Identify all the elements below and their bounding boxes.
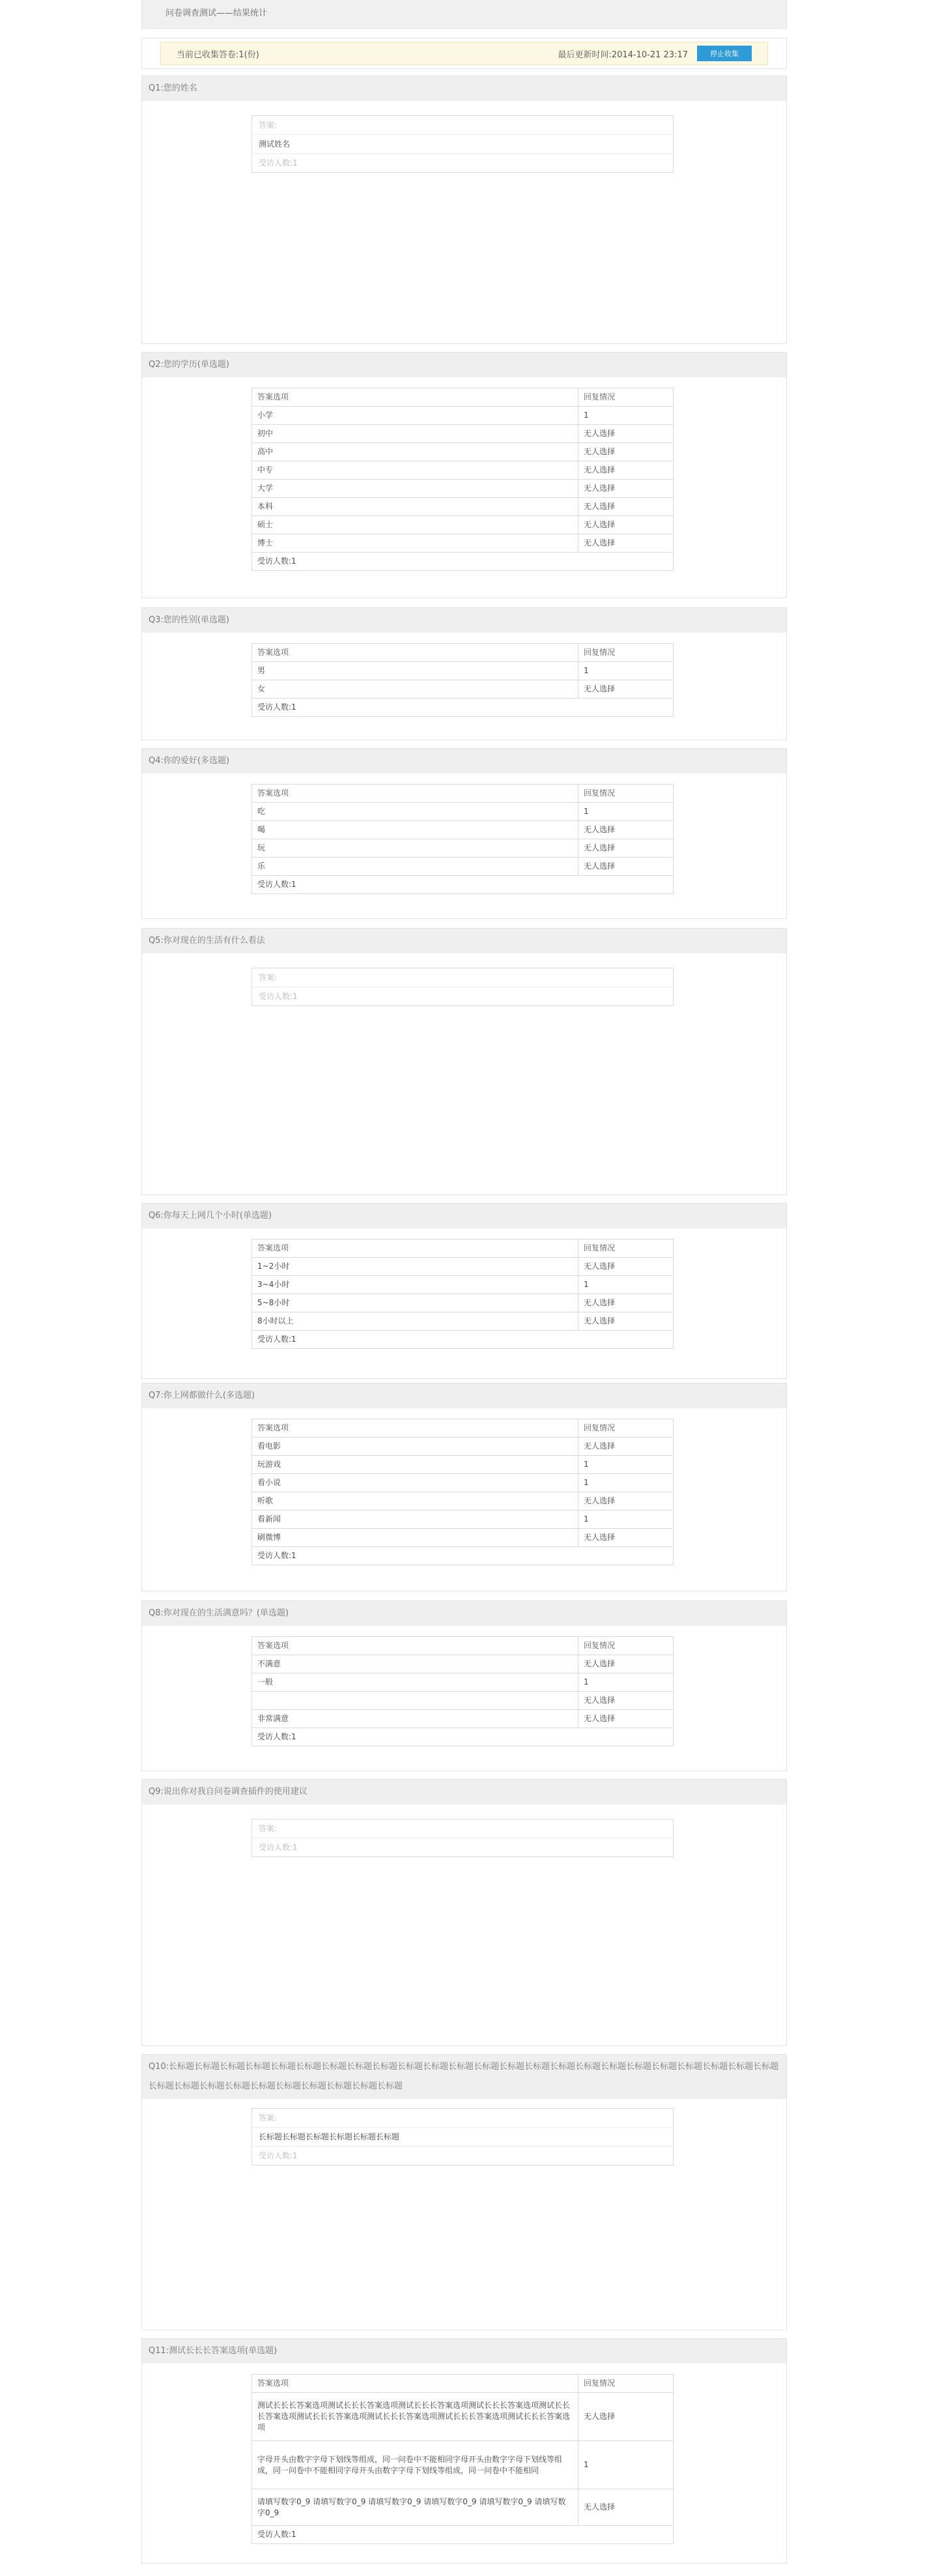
option-label: 请填写数字0_9 请填写数字0_9 请填写数字0_9 请填写数字0_9 请填写数字0_9 请填写数字0_9 (252, 2489, 578, 2526)
visitor-row (252, 553, 674, 571)
collected-count: 当前已收集答卷:1(份) (177, 50, 259, 60)
option-label: 5~8小时 (252, 1294, 578, 1312)
table-row (252, 2441, 674, 2489)
reply-value: 无人选择 (578, 1258, 674, 1276)
question-card (141, 748, 787, 919)
table-header (252, 1419, 674, 1438)
reply-value: 1 (578, 1511, 674, 1529)
table-row (252, 1258, 674, 1276)
question-title: Q3:您的性别(单选题) (142, 608, 786, 633)
table-row (252, 1456, 674, 1474)
table-row (252, 839, 674, 858)
table-row (252, 680, 674, 699)
option-label: 吃 (252, 803, 578, 821)
reply-value: 无人选择 (578, 1529, 674, 1547)
option-label: 喝 (252, 821, 578, 839)
option-label: 博士 (252, 534, 578, 553)
table-row (252, 1673, 674, 1692)
question-card (141, 1383, 787, 1591)
reply-value: 无人选择 (578, 1710, 674, 1728)
reply-column-header: 回复情况 (578, 1419, 674, 1438)
visitor-count: 受访人数:1 (259, 1843, 298, 1852)
reply-column-header: 回复情况 (578, 388, 674, 407)
table-header (252, 1239, 674, 1258)
visitor-row (252, 1728, 674, 1746)
results-table (251, 643, 674, 717)
option-label: 字母开头由数字字母下划线等组成，同一问卷中不能相同字母开头由数字字母下划线等组成，同一问卷中不能相同字母开头由数字字母下划线等组成，同一问卷中不能相同 (252, 2441, 578, 2489)
table-row (252, 1474, 674, 1492)
results-table (251, 1239, 674, 1349)
answer-box (251, 115, 674, 173)
reply-value: 无人选择 (578, 1692, 674, 1710)
visitor-row (252, 1331, 674, 1349)
visitor-count: 受访人数:1 (252, 876, 674, 894)
option-label: 测试长长长答案选项测试长长长答案选项测试长长长答案选项测试长长长答案选项测试长长长答案选项测试长长长答案选项测试长长长答案选项测试长长长答案选项测试长长长答案选项 (252, 2393, 578, 2441)
option-label: 初中 (252, 425, 578, 443)
table-row (252, 662, 674, 680)
visitor-count: 受访人数:1 (259, 158, 298, 167)
reply-value: 无人选择 (578, 1312, 674, 1331)
reply-column-header: 回复情况 (578, 1637, 674, 1655)
reply-value: 无人选择 (578, 1438, 674, 1456)
reply-value: 1 (578, 1474, 674, 1492)
table-header (252, 785, 674, 803)
question-title: Q1:您的姓名 (142, 76, 786, 101)
question-title: Q5:你对现在的生活有什么看法 (142, 929, 786, 953)
question-card (141, 352, 787, 598)
reply-value: 1 (578, 1673, 674, 1692)
visitor-count: 受访人数:1 (252, 1728, 674, 1746)
table-header (252, 644, 674, 662)
question-card (141, 2338, 787, 2564)
option-label: 高中 (252, 443, 578, 461)
reply-value: 无人选择 (578, 1492, 674, 1511)
reply-value: 无人选择 (578, 680, 674, 699)
results-table (251, 1419, 674, 1565)
table-row (252, 1438, 674, 1456)
question-title: Q4:你的爱好(多选题) (142, 749, 786, 774)
reply-value: 无人选择 (578, 443, 674, 461)
results-table (251, 388, 674, 571)
question-title: Q7:你上网都做什么(多选题) (142, 1383, 786, 1408)
option-label: 中专 (252, 461, 578, 480)
reply-value: 1 (578, 407, 674, 425)
status-panel (141, 38, 787, 69)
table-row (252, 1492, 674, 1511)
table-row (252, 407, 674, 425)
table-row (252, 1655, 674, 1673)
table-row (252, 443, 674, 461)
reply-value: 无人选择 (578, 425, 674, 443)
reply-value: 无人选择 (578, 1655, 674, 1673)
reply-value: 无人选择 (578, 534, 674, 553)
option-column-header: 答案选项 (252, 644, 578, 662)
option-label: 看小说 (252, 1474, 578, 1492)
visitor-row (252, 699, 674, 717)
visitor-count: 受访人数:1 (252, 2526, 674, 2544)
reply-value: 无人选择 (578, 2489, 674, 2526)
table-row (252, 516, 674, 534)
survey-results (141, 0, 787, 2539)
table-row (252, 2393, 674, 2441)
reply-value: 无人选择 (578, 1294, 674, 1312)
answer-label: 答案: (252, 116, 673, 135)
option-label: 3~4小时 (252, 1276, 578, 1294)
status-bar (160, 42, 768, 65)
question-card (141, 607, 787, 740)
page-title (141, 0, 787, 29)
option-label: 乐 (252, 858, 578, 876)
answer-label: 答案: (252, 2109, 673, 2128)
answer-label: 答案: (252, 1819, 673, 1838)
table-row (252, 1692, 674, 1710)
question-card (141, 76, 787, 344)
answer-box (251, 1819, 674, 1857)
question-card (141, 1203, 787, 1379)
table-row (252, 858, 674, 876)
table-header (252, 2375, 674, 2393)
table-row (252, 2489, 674, 2526)
reply-value: 无人选择 (578, 858, 674, 876)
option-label: 硕士 (252, 516, 578, 534)
page-title-text: 问卷调查测试——结果统计 (165, 8, 268, 18)
option-label: 小学 (252, 407, 578, 425)
option-column-header: 答案选项 (252, 1637, 578, 1655)
table-row (252, 803, 674, 821)
answer-text: 长标题长标题长标题长标题长标题长标题 (252, 2128, 673, 2147)
stop-collecting-button[interactable]: 停止收集 (697, 46, 752, 61)
reply-column-header: 回复情况 (578, 644, 674, 662)
table-row (252, 1710, 674, 1728)
table-row (252, 534, 674, 553)
option-label: 听歌 (252, 1492, 578, 1511)
visitor-row (252, 876, 674, 894)
question-title: Q10:长标题长标题长标题长标题长标题长标题长标题长标题长标题长标题长标题长标题长标题长标题长标题长标题长标题长标题长标题长标题长标题长标题长标题长标题长标题长标题长标题长标题长标题长标题长标题长标题长标题长标题 (142, 2055, 786, 2099)
reply-value: 无人选择 (578, 516, 674, 534)
reply-value: 1 (578, 1276, 674, 1294)
visitor-count: 受访人数:1 (259, 2151, 298, 2160)
option-label: 不满意 (252, 1655, 578, 1673)
option-label: 男 (252, 662, 578, 680)
visitor-count: 受访人数:1 (252, 699, 674, 717)
option-label: 1~2小时 (252, 1258, 578, 1276)
table-row (252, 1294, 674, 1312)
option-label: 一般 (252, 1673, 578, 1692)
question-card (141, 1600, 787, 1771)
table-row (252, 480, 674, 498)
reply-value: 无人选择 (578, 461, 674, 480)
option-column-header: 答案选项 (252, 1239, 578, 1258)
option-column-header: 答案选项 (252, 1419, 578, 1438)
reply-column-header: 回复情况 (578, 1239, 674, 1258)
option-label: 玩游戏 (252, 1456, 578, 1474)
visitor-count: 受访人数:1 (252, 553, 674, 571)
option-label: 女 (252, 680, 578, 699)
results-table (251, 1636, 674, 1746)
table-row (252, 461, 674, 480)
option-column-header: 答案选项 (252, 388, 578, 407)
question-title: Q11:测试长长长答案选项(单选题) (142, 2339, 786, 2364)
question-card (141, 1779, 787, 2046)
question-title: Q9:说出你对我自问卷调查插件的使用建议 (142, 1780, 786, 1804)
table-header (252, 1637, 674, 1655)
visitor-count: 受访人数:1 (259, 992, 298, 1001)
reply-column-header: 回复情况 (578, 2375, 674, 2393)
table-row (252, 498, 674, 516)
results-table (251, 2374, 674, 2544)
option-label: 刷微博 (252, 1529, 578, 1547)
answer-box (251, 968, 674, 1006)
question-card (141, 2054, 787, 2330)
reply-column-header: 回复情况 (578, 785, 674, 803)
question-title: Q2:您的学历(单选题) (142, 353, 786, 377)
question-title: Q8:你对现在的生活满意吗？(单选题) (142, 1601, 786, 1626)
reply-value: 1 (578, 662, 674, 680)
table-row (252, 1276, 674, 1294)
option-label: 本科 (252, 498, 578, 516)
visitor-count: 受访人数:1 (252, 1331, 674, 1349)
option-column-header: 答案选项 (252, 785, 578, 803)
reply-value: 无人选择 (578, 821, 674, 839)
option-label: 大学 (252, 480, 578, 498)
option-label: 非常满意 (252, 1710, 578, 1728)
table-row (252, 1511, 674, 1529)
table-row (252, 425, 674, 443)
option-label: 8小时以上 (252, 1312, 578, 1331)
option-column-header: 答案选项 (252, 2375, 578, 2393)
option-label: 玩 (252, 839, 578, 858)
table-row (252, 1529, 674, 1547)
visitor-row (252, 1547, 674, 1565)
reply-value: 1 (578, 1456, 674, 1474)
option-label (252, 1692, 578, 1710)
visitor-row (252, 2526, 674, 2544)
answer-label: 答案: (252, 968, 673, 987)
option-label: 看电影 (252, 1438, 578, 1456)
reply-value: 1 (578, 2441, 674, 2489)
reply-value: 1 (578, 803, 674, 821)
reply-value: 无人选择 (578, 839, 674, 858)
question-card (141, 928, 787, 1195)
reply-value: 无人选择 (578, 480, 674, 498)
results-table (251, 784, 674, 894)
last-updated: 最后更新时间:2014-10-21 23:17 (558, 50, 688, 60)
table-row (252, 1312, 674, 1331)
reply-value: 无人选择 (578, 498, 674, 516)
table-header (252, 388, 674, 407)
visitor-count: 受访人数:1 (252, 1547, 674, 1565)
answer-text: 测试姓名 (252, 135, 673, 154)
question-title: Q6:你每天上网几个小时(单选题) (142, 1204, 786, 1228)
table-row (252, 821, 674, 839)
reply-value: 无人选择 (578, 2393, 674, 2441)
answer-box (251, 2108, 674, 2165)
option-label: 看新闻 (252, 1511, 578, 1529)
